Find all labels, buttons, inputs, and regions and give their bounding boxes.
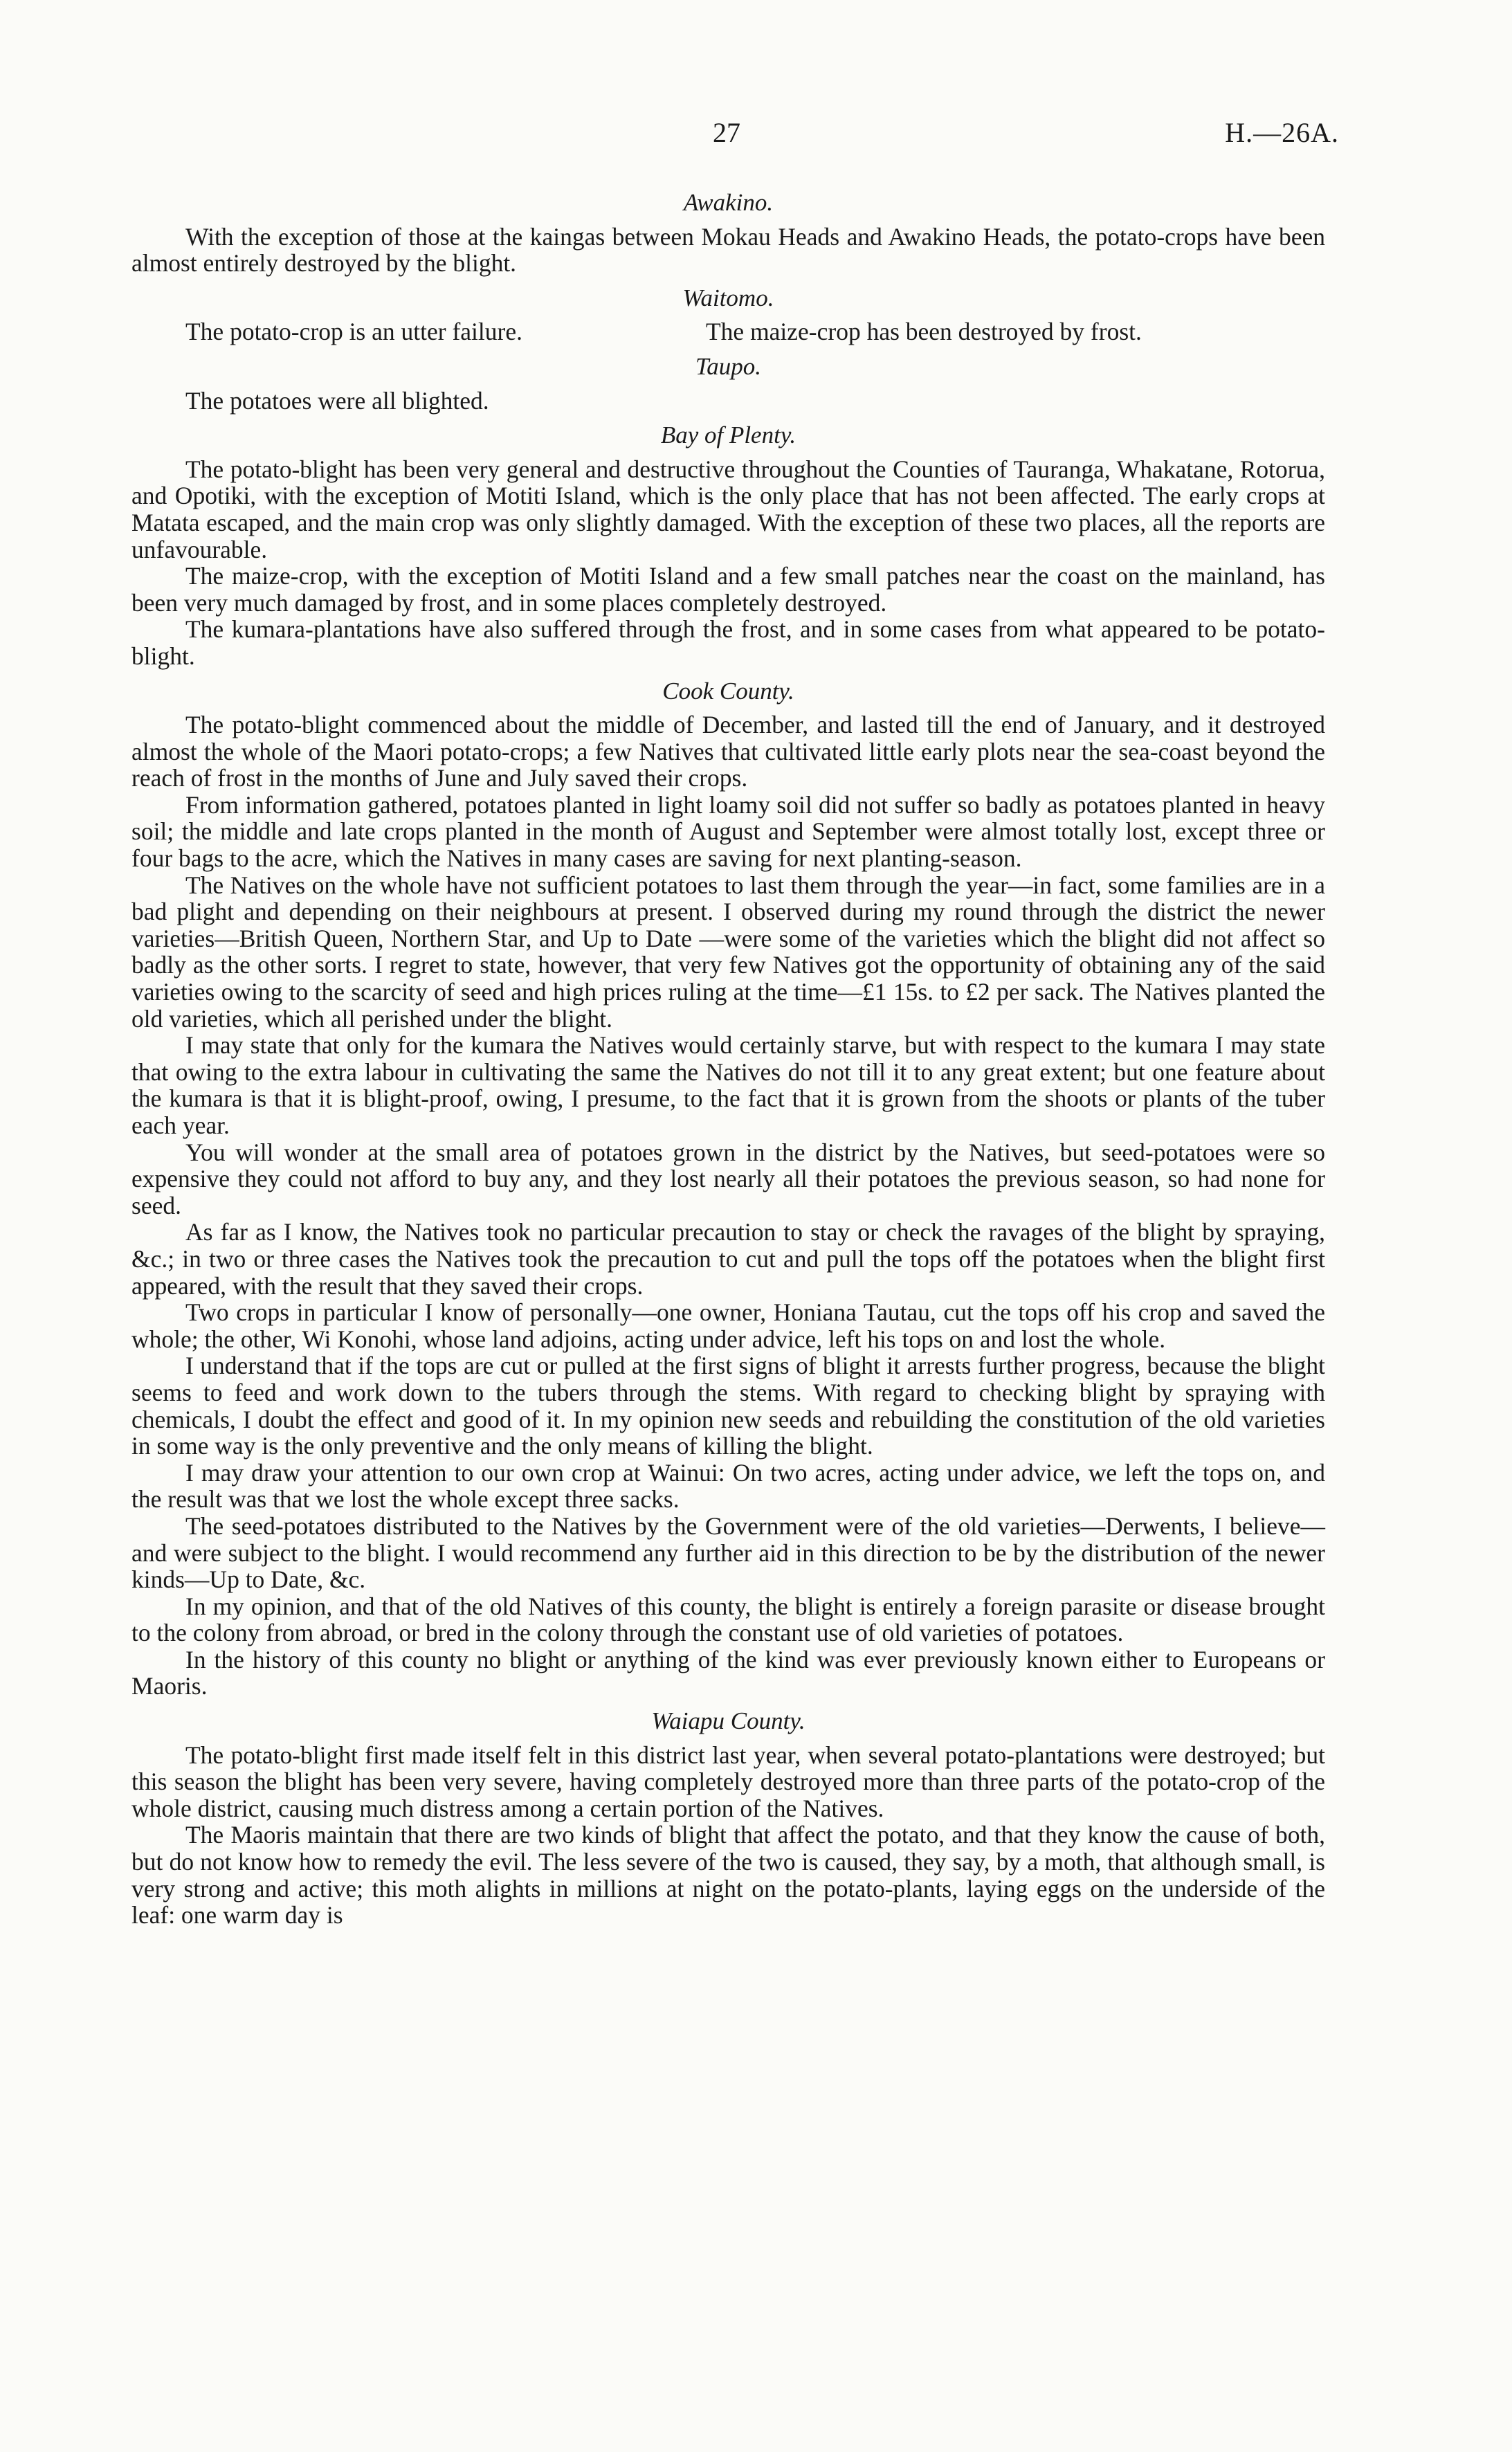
paragraph: You will wonder at the small area of potatoes grown in the district by the Natives, but seed-potatoes were so expensive they could not afford to buy any, and they lost nearly all their potatoes the previous season, so had none for seed. (131, 1138, 1325, 1219)
section-title-taupo: Taupo. (695, 352, 761, 380)
paragraph: The potato-blight commenced about the middle of December, and lasted till the end of January, and it destroyed almost the whole of the Maori potato-crops; a few Natives that cultivated little early plots near the sea-coast beyond the reach of frost in the months of June and July saved their crops. (131, 711, 1325, 792)
paragraph: In my opinion, and that of the old Natives of this county, the blight is entirely a foreign parasite or disease brought to the colony from abroad, or bred in the colony through the constant use of old varieties of potatoes. (131, 1592, 1325, 1647)
section-title-waiapu-county: Waiapu County. (651, 1707, 805, 1735)
paragraph: The potato-blight has been very general and destructive throughout the Counties of Tauranga, Whakatane, Rotorua, and Opotiki, with the exception of Motiti Island, which is the only place that has not been affected. The early crops at Matata escaped, and the main crop was only slightly damaged. With the exception of these two places, all the reports are unfavourable. (131, 455, 1325, 563)
paragraph: As far as I know, the Natives took no particular precaution to stay or check the ravages of the blight by spraying, &c.; in two or three cases the Natives took the precaution to cut and pull the tops off the potatoes when the blight first appeared, with the result that they saved their crops. (131, 1218, 1325, 1300)
paragraph-pair (131, 318, 1325, 345)
page-header (0, 116, 1512, 158)
paragraph-right: The maize-crop has been destroyed by frost. (706, 318, 1142, 346)
document-reference: H.—26A. (1225, 117, 1339, 148)
paragraph: I may state that only for the kumara the Natives would certainly starve, but with respect to the kumara I may state that owing to the extra labour in cultivating the same the Natives do not till it to any great extent; but one feature about the kumara is that it is blight-proof, owing, I presume, to the fact that it is grown from the shoots or plants of the tuber each year. (131, 1031, 1325, 1139)
section-title-waitomo: Waitomo. (682, 284, 774, 311)
paragraph: The Natives on the whole have not sufficient potatoes to last them through the year—in fact, some families are in a bad plight and depending on their neighbours at present. I observed during my round through the district the newer varieties—British Queen, Northern Star, and Up to Date —were some of the varieties which the blight did not affect so badly as the other sorts. I regret to state, however, that very few Natives got the opportunity of obtaining any of the said varieties owing to the scarcity of seed and high prices ruling at the time—£1 15s. to £2 per sack. The Natives planted the old varieties, which all perished under the blight. (131, 871, 1325, 1033)
paragraph: From information gathered, potatoes planted in light loamy soil did not suffer so badly as potatoes planted in heavy soil; the middle and late crops planted in the month of August and September were almost totally lost, except three or four bags to the acre, which the Natives in many cases are saving for next planting-season. (131, 790, 1325, 873)
paragraph: The potato-blight first made itself felt in this district last year, when several potato-plantations were destroyed; but this season the blight has been very severe, having completely destroyed more than three parts of the potato-crop of the whole district, causing much distress among a certain portion of the Natives. (131, 1741, 1325, 1822)
paragraph-left: The potato-crop is an utter failure. (185, 318, 522, 346)
page-number: 27 (713, 117, 740, 148)
paragraph: I may draw your attention to our own crop at Wainui: On two acres, acting under advice, we left the tops on, and the result was that we lost the whole except three sacks. (131, 1458, 1325, 1514)
section-title-awakino: Awakino. (683, 189, 774, 216)
paragraph: The Maoris maintain that there are two kinds of blight that affect the potato, and that they know the cause of both, but do not know how to remedy the evil. The less severe of the two is caused, they say, by a moth, that although small, is very strong and active; this moth alights in millions at night on the potato-plants, laying eggs on the underside of the leaf: one warm day is (131, 1821, 1325, 1929)
body-text (131, 181, 1325, 1929)
paragraph: The potatoes were all blighted. (185, 386, 489, 415)
paragraph: Two crops in particular I know of personally—one owner, Honiana Tautau, cut the tops off his crop and saved the whole; the other, Wi Konohi, whose land adjoins, acting under advice, left his tops on and lost the whole. (131, 1298, 1325, 1353)
paragraph: With the exception of those at the kaingas between Mokau Heads and Awakino Heads, the potato-crops have been almost entirely destroyed by the blight. (131, 222, 1325, 278)
paragraph: The maize-crop, with the exception of Motiti Island and a few small patches near the coast on the mainland, has been very much damaged by frost, and in some places completely destroyed. (131, 562, 1325, 617)
paragraph: I understand that if the tops are cut or pulled at the first signs of blight it arrests further progress, because the blight seems to feed and work down to the tubers through the stems. With regard to checking blight by spraying with chemicals, I doubt the effect and good of it. In my opinion new seeds and rebuilding the constitution of the old varieties in some way is the only preventive and the only means of killing the blight. (131, 1352, 1325, 1460)
paragraph: The kumara-plantations have also suffered through the frost, and in some cases from what appeared to be potato-blight. (131, 615, 1325, 670)
section-title-bay-of-plenty: Bay of Plenty. (660, 421, 796, 449)
section-title-cook-county: Cook County. (662, 677, 794, 705)
paragraph: The seed-potatoes distributed to the Natives by the Government were of the old varieties—Derwents, I believe—and were subject to the blight. I would recommend any further aid in this direction to be by the distribution of the newer kinds—Up to Date, &c. (131, 1511, 1325, 1594)
paragraph: In the history of this county no blight or anything of the kind was ever previously known either to Europeans or Maoris. (131, 1645, 1325, 1700)
